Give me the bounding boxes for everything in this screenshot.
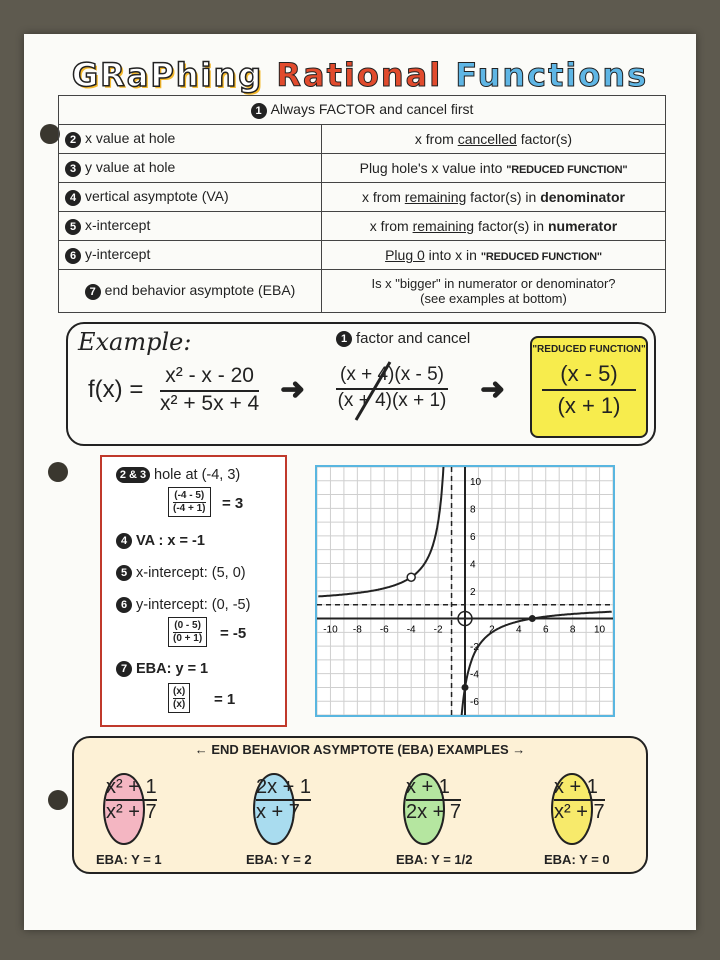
right-branch-curve [460, 612, 612, 715]
step-number: 4 [65, 190, 81, 206]
hole-point [407, 573, 415, 581]
fraction-numerator: x² + 1 [106, 776, 157, 801]
va-result [116, 533, 205, 549]
example-label: Example: [78, 328, 192, 356]
eba-examples-box [72, 736, 648, 874]
example-box [66, 322, 656, 446]
step-rule-cell [322, 183, 666, 212]
step-rule-cell [322, 241, 666, 270]
rule-text: factor(s) [516, 131, 573, 147]
y-intercept-fraction [168, 617, 207, 647]
rule-text: into x in [424, 247, 481, 263]
fraction-denominator: x² + 7 [554, 801, 605, 823]
step-rule-cell [322, 270, 666, 313]
step-number: 2 & 3 [116, 467, 150, 483]
step-label-cell [59, 212, 322, 241]
fraction-denominator: x + 7 [256, 801, 300, 823]
step-number: 3 [65, 161, 81, 177]
y-intercept-value: = -5 [220, 625, 247, 642]
step-number: 7 [116, 661, 132, 677]
table-row [59, 183, 666, 212]
step-number: 2 [65, 132, 81, 148]
x-tick-label: -10 [323, 624, 338, 636]
rule-text: x from [369, 218, 413, 234]
step-1-cell [59, 96, 666, 125]
y-tick-label: -6 [470, 697, 479, 709]
step-rule-cell [322, 212, 666, 241]
step-label-cell [59, 125, 322, 154]
y-tick-label: 2 [470, 587, 476, 598]
step-label: y value at hole [85, 159, 176, 176]
binder-hole [48, 790, 68, 810]
eba-label: EBA: Y = 1/2 [396, 852, 473, 867]
fraction-denominator: 2x + 7 [406, 801, 462, 823]
graph-canvas [317, 467, 613, 715]
x-tick-label: 2 [489, 624, 495, 636]
binder-hole [48, 462, 68, 482]
fraction-denominator: (0 + 1) [173, 633, 203, 644]
right-arrow-icon: ➜ [480, 373, 506, 406]
table-row [59, 154, 666, 183]
eba-example [246, 768, 366, 868]
title-word-rational: Rational [276, 56, 443, 94]
function-graph [315, 465, 615, 717]
table-row [59, 241, 666, 270]
fraction-numerator: x + 1 [406, 776, 461, 801]
rule-text: x from [362, 189, 405, 205]
rule-text: factor(s) in [466, 189, 541, 205]
table-row [59, 96, 666, 125]
rule-emphasis: remaining [412, 218, 475, 234]
fraction-numerator: (x) [173, 686, 186, 697]
fraction-denominator: (x) [173, 699, 186, 710]
step-label: y-intercept [85, 246, 151, 263]
reduced-function-label: "REDUCED FUNCTION" [532, 344, 646, 355]
rule-text: Plug hole's x value into [359, 160, 507, 176]
fraction-denominator: (x + 4)(x + 1) [337, 390, 447, 411]
step-rule-cell [322, 154, 666, 183]
cancel-slash [346, 358, 406, 424]
steps-table [58, 95, 666, 313]
reduced-function-box [530, 336, 648, 438]
title-word-graphing: GRaPhing [71, 56, 264, 94]
results-box [100, 455, 287, 727]
eba-label: EBA: Y = 2 [246, 852, 312, 867]
x-tick-label: 8 [569, 624, 576, 636]
step-number: 5 [116, 565, 132, 581]
fraction-numerator: x + 1 [554, 776, 605, 801]
eba-fraction [168, 683, 190, 713]
x-tick-label: -6 [379, 624, 389, 636]
fraction-denominator: x² + 7 [106, 801, 157, 823]
eba-examples-title: ← END BEHAVIOR ASYMPTOTE (EBA) EXAMPLES → [194, 742, 526, 757]
eba-fraction [256, 776, 311, 824]
x-intercept-result [116, 565, 246, 581]
fraction-denominator: x² + 5x + 4 [160, 392, 260, 415]
y-intercept-text: y-intercept: (0, -5) [136, 597, 251, 613]
hole-text: hole at (-4, 3) [154, 467, 241, 483]
step-1-text: Always FACTOR and cancel first [270, 101, 474, 118]
step-number: 1 [336, 331, 352, 347]
eba-example [544, 768, 664, 868]
factor-step-text: factor and cancel [356, 330, 471, 347]
original-fraction [160, 364, 259, 416]
rule-bold: "REDUCED FUNCTION" [506, 164, 628, 176]
eba-example [96, 768, 216, 868]
eba-label: EBA: Y = 1 [96, 852, 162, 867]
step-label: end behavior asymptote (EBA) [104, 282, 296, 299]
fraction-numerator: (x + 4)(x - 5) [336, 364, 448, 390]
x-intercept-point [529, 615, 536, 622]
fraction-denominator: (x + 1) [557, 393, 621, 418]
rule-bold: numerator [547, 218, 618, 234]
title-word-functions: Functions [455, 56, 649, 94]
table-row [59, 125, 666, 154]
eba-example [396, 768, 516, 868]
rule-emphasis: cancelled [457, 131, 517, 147]
step-number: 4 [116, 533, 132, 549]
y-tick-label: -2 [470, 642, 479, 654]
rule-text: Is x "bigger" in numerator or denominator? [371, 276, 616, 291]
step-label-cell [59, 183, 322, 212]
step-number: 1 [251, 103, 267, 119]
eba-text: EBA: y = 1 [136, 661, 209, 677]
rule-emphasis: Plug 0 [385, 247, 425, 263]
factor-step-label [336, 330, 470, 347]
fraction-numerator: 2x + 1 [256, 776, 311, 801]
function-name: f(x) = [88, 376, 144, 403]
table-row [59, 212, 666, 241]
hole-calc-fraction [168, 487, 211, 517]
step-label-cell [59, 154, 322, 183]
step-label-cell [59, 270, 322, 313]
y-intercept-result [116, 597, 250, 613]
rule-emphasis: remaining [404, 189, 467, 205]
step-label: x value at hole [85, 130, 176, 147]
table-row [59, 270, 666, 313]
fraction-numerator: (0 - 5) [174, 620, 201, 631]
step-rule-cell [322, 125, 666, 154]
y-tick-label: 6 [470, 531, 476, 543]
x-tick-label: -8 [352, 624, 362, 636]
step-number: 5 [65, 219, 81, 235]
eba-label: EBA: Y = 0 [544, 852, 610, 867]
rule-text: x from [414, 131, 458, 147]
x-intercept-text: x-intercept: (5, 0) [136, 565, 246, 581]
x-tick-label: -4 [406, 624, 416, 636]
step-number: 6 [65, 248, 81, 264]
eba-result [116, 661, 208, 677]
x-tick-label: 6 [542, 624, 549, 636]
fraction-denominator: (-4 + 1) [173, 503, 206, 514]
eba-fraction [406, 776, 461, 824]
va-text: VA : x = -1 [136, 533, 205, 549]
rule-bold: "REDUCED FUNCTION" [480, 251, 602, 263]
y-tick-label: -4 [470, 669, 479, 681]
x-tick-label: 10 [593, 624, 606, 636]
rule-text: (see examples at bottom) [420, 291, 567, 306]
step-label-cell [59, 241, 322, 270]
binder-hole [40, 124, 60, 144]
hole-result [116, 467, 240, 483]
rule-bold: denominator [540, 189, 625, 205]
fraction-numerator: (x - 5) [542, 361, 636, 391]
hole-calc-value: = 3 [222, 495, 244, 512]
right-arrow-icon: ➜ [280, 373, 306, 406]
y-tick-label: 4 [470, 559, 476, 571]
x-tick-label: 4 [516, 624, 522, 636]
fraction-numerator: x² - x - 20 [160, 364, 259, 392]
step-number: 7 [85, 284, 101, 300]
eba-fraction [554, 776, 605, 824]
step-label: x-intercept [85, 217, 151, 234]
eba-value: = 1 [214, 691, 236, 708]
page-title [0, 56, 720, 94]
step-label: vertical asymptote (VA) [85, 188, 229, 205]
rule-text: factor(s) in [474, 218, 548, 234]
x-tick-label: -2 [433, 624, 443, 636]
y-intercept-point [462, 684, 469, 691]
fraction-numerator: (-4 - 5) [174, 490, 205, 501]
step-number: 6 [116, 597, 132, 613]
y-tick-label: 8 [470, 504, 476, 516]
y-tick-label: 10 [470, 476, 482, 488]
eba-fraction [106, 776, 157, 824]
